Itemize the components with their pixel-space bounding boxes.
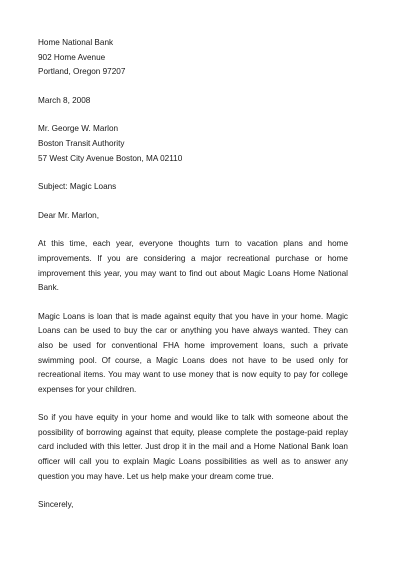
body-paragraph-3: So if you have equity in your home and would like to talk with someone about the possibility of borrowing against that equity, please complete the postage-paid replay card included with this letter. Just drop it in the mail and a Home National Bank loan officer will call you to explain Magic Loans possibilities as well as to answer any question you may have. Let us help make your dream come true. xyxy=(38,413,348,481)
sender-name: Home National Bank xyxy=(38,38,114,47)
subject-line: Subject: Magic Loans xyxy=(38,182,117,192)
recipient-organization: Boston Transit Authority xyxy=(38,138,125,148)
recipient-address xyxy=(38,122,348,166)
letter-date: March 8, 2008 xyxy=(38,95,91,105)
sender-street: 902 Home Avenue xyxy=(38,52,106,62)
recipient-address-line: 57 West City Avenue Boston, MA 02110 xyxy=(38,153,183,163)
body-paragraph-1: At this time, each year, everyone thoughts turn to vacation plans and home improvements. If you are considering a major recreational purchase or home improvement this year, you may want to find out about Magic Loans Home National Bank. xyxy=(38,239,348,293)
sender-city: Portland, Oregon 97207 xyxy=(38,67,126,77)
body-paragraph-2: Magic Loans is loan that is made against equity that you have in your home. Magic Loans can be used to buy the car or anything you have always wanted. They can also be used for conventional FHA home improvement loans, such a private swimming pool. Of course, a Magic Loans does not have to be used only for recreational items. You may want to use money that is now equity to pay for college expenses for your children. xyxy=(38,311,348,394)
recipient-name: Mr. George W. Marlon xyxy=(38,124,119,134)
closing: Sincerely, xyxy=(38,500,74,510)
salutation: Dear Mr. Marlon, xyxy=(38,210,99,220)
letter xyxy=(38,36,348,513)
sender-address xyxy=(38,36,348,80)
